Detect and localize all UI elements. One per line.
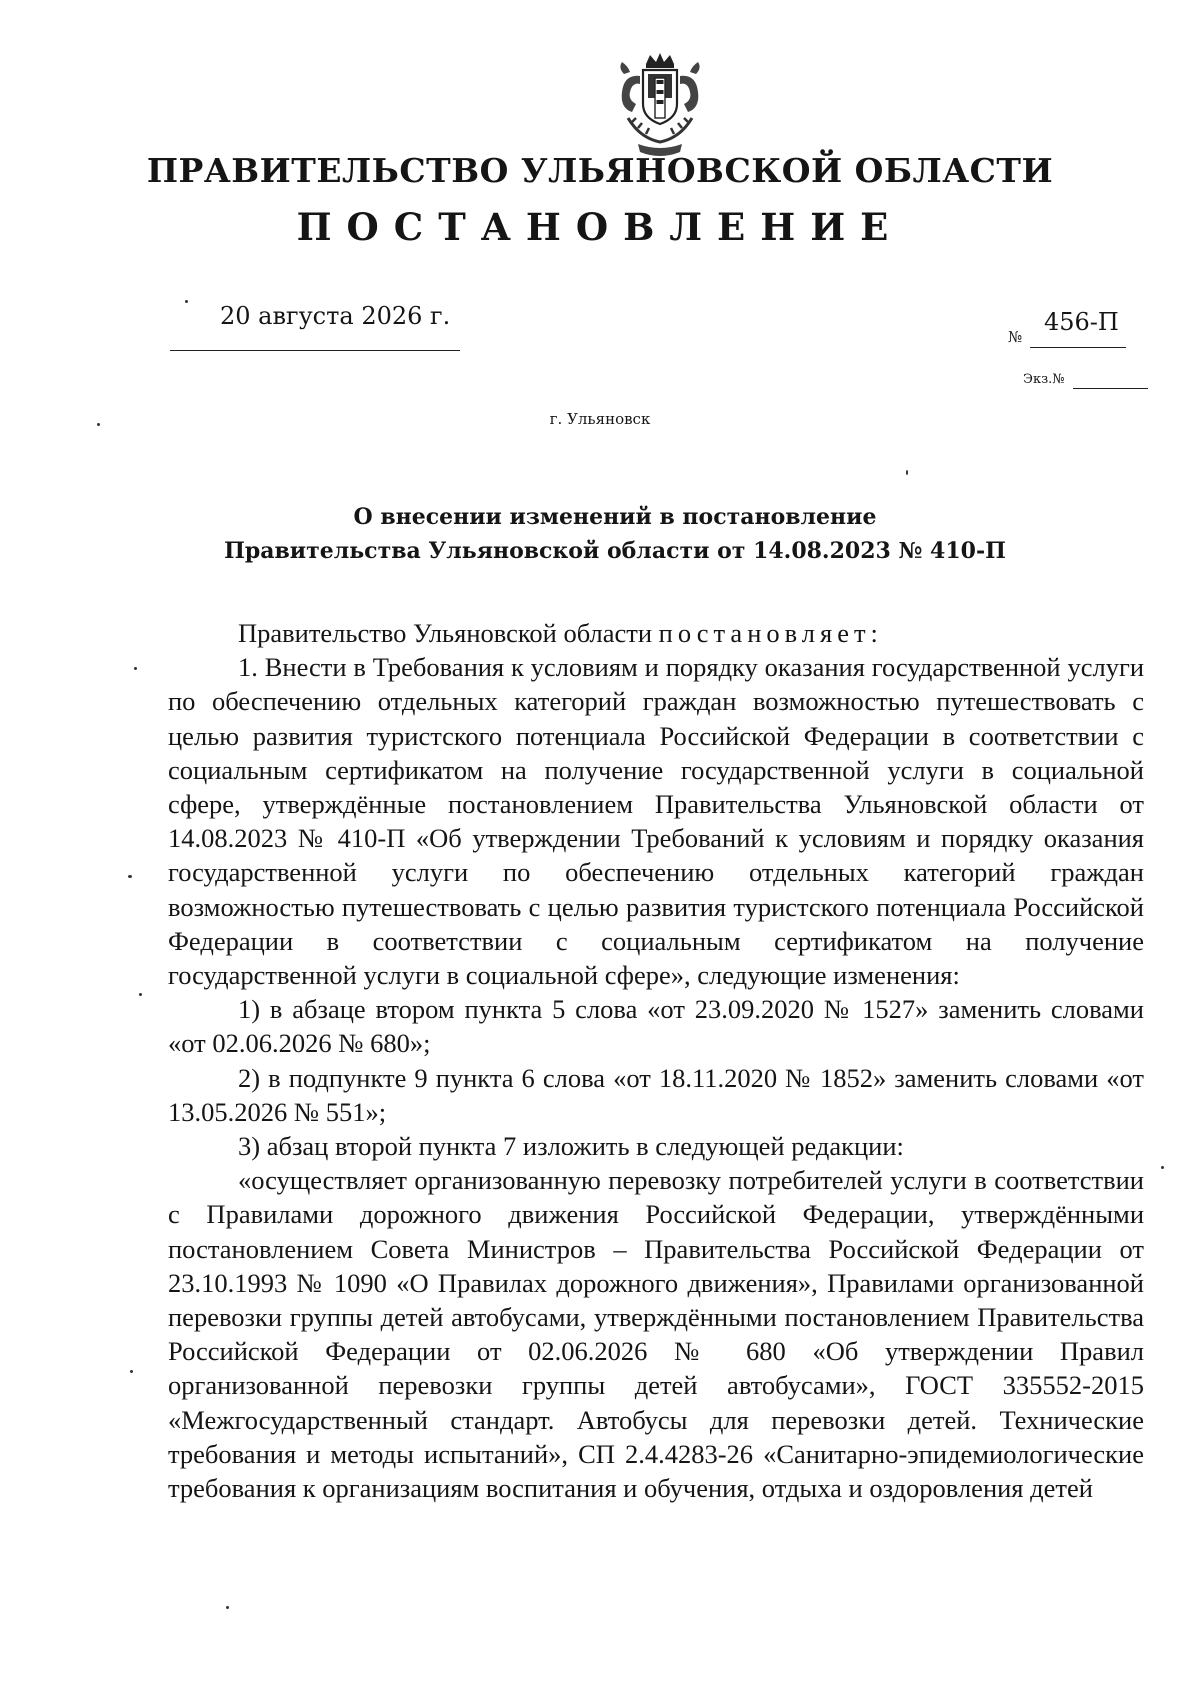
scan-speck: [130, 1370, 133, 1373]
scan-speck: [906, 470, 908, 475]
intro-paragraph: [168, 616, 1144, 650]
document-type: ПОСТАНОВЛЕНИЕ: [296, 205, 904, 249]
subitem-3-paragraph: 3) абзац второй пункта 7 изложить в следующей редакции:: [238, 1131, 904, 1162]
scan-speck: [185, 300, 188, 303]
copy-number-underline: [1073, 388, 1148, 389]
coat-of-arms-emblem: [610, 52, 710, 162]
date-underline: [170, 350, 460, 351]
intro-prefix: Правительство Ульяновской области: [238, 618, 653, 648]
coat-of-arms-icon: [610, 52, 710, 162]
document-title-line-1: О внесении изменений в постановление: [353, 504, 877, 530]
intro-verb: постановляет:: [658, 618, 883, 648]
scan-speck: [1161, 1166, 1164, 1169]
quoted-text-paragraph: «осуществляет организованную перевозку потребителей услуги в соответствии с Правилами дорожного движения Российской Федерации, утверждёнными постановлением Совета Министров – Правительства Российской Федерации от 23.10.1993 № 1090 «О Правилах дорожного движения», Правилами организованной перевозки группы детей автобусами, утверждёнными постановлением Правительства Российской Федерации от 02.06.2026 № 680 «Об утверждении Правил организованной перевозки группы детей автобусами», ГОСТ 335552-2015 «Межгосударственный стандарт. Автобусы для перевозки детей. Технические требования и методы испытаний», СП 2.4.4283-26 «Санитарно-эпидемиологические требования к организациям воспитания и обучения, отдыха и оздоровления детей: [168, 1165, 1144, 1504]
date-field: [170, 302, 460, 354]
scan-speck: [226, 1606, 229, 1609]
scan-speck: [139, 993, 142, 996]
copy-number-label: Экз.№: [1023, 372, 1065, 387]
document-title: [150, 500, 1080, 568]
number-underline: [1030, 347, 1126, 348]
document-body: [168, 616, 1144, 1505]
subitem-2-paragraph: 2) в подпункте 9 пункта 6 слова «от 18.11.2020 № 1852» заменить словами «от 13.05.2026 № 551»;: [168, 1062, 1144, 1127]
number-sign: №: [1008, 328, 1023, 346]
number-field: [1008, 308, 1148, 352]
copy-number-field: [1023, 372, 1148, 392]
scan-speck: [97, 423, 100, 426]
subitem-1-paragraph: 1) в абзаце втором пункта 5 слова «от 23.09.2020 № 1527» заменить словами «от 02.06.2026 № 680»;: [168, 994, 1144, 1059]
scan-speck: [128, 875, 132, 878]
city-name: г. Ульяновск: [549, 410, 651, 428]
document-title-line-2: Правительства Ульяновской области от 14.08.2023 № 410-П: [224, 538, 1006, 564]
document-number: 456-П: [1044, 308, 1119, 336]
government-title: ПРАВИТЕЛЬСТВО УЛЬЯНОВСКОЙ ОБЛАСТИ: [146, 151, 1054, 190]
scan-speck: [134, 667, 137, 670]
item-1-paragraph: 1. Внести в Требования к условиям и порядку оказания государственной услуги по обеспечению отдельных категорий граждан возможностью путешествовать с целью развития туристского потенциала Российской Федерации в соответствии с социальным сертификатом на получение государственной услуги в социальной сфере, утверждённые постановлением Правительства Ульяновской области от 14.08.2023 № 410-П «Об утверждении Требований к условиям и порядку оказания государственной услуги по обеспечению отдельных категорий граждан возможностью путешествовать с целью развития туристского потенциала Российской Федерации в соответствии с социальным сертификатом на получение государственной услуги в социальной сфере», следующие изменения:: [168, 652, 1144, 991]
document-date: 20 августа 2026 г.: [220, 302, 451, 330]
